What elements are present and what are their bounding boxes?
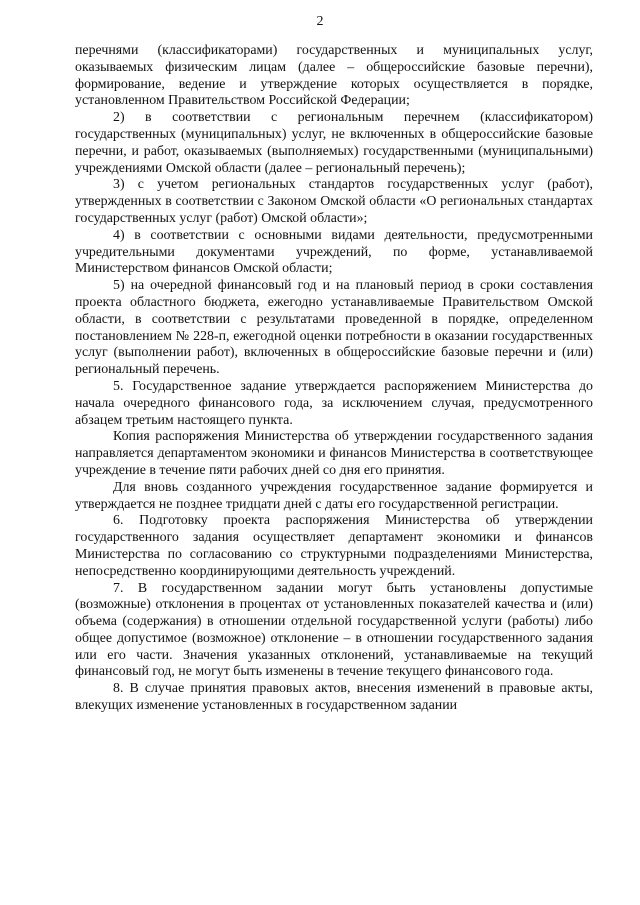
paragraph-continuation: перечнями (классификаторами) государственных и муниципальных услуг, оказываемых физическим лицам (далее – общероссийские базовые перечни), формирование, ведение и утверждение которых осуществляется в порядке, установленном Правительством Российской Федерации; [75, 43, 593, 109]
document-body [75, 43, 593, 715]
paragraph-clause-7: 7. В государственном задании могут быть установлены допустимые (возможные) отклонения в процентах от установленных показателей качества и (или) объема (содержания) в отношении отдельной государственной услуги (работы) либо общее допустимое (возможное) отклонение – в отношении государственного задания или его части. Значения указанных отклонений, устанавливаемые на текущий финансовый год, не могут быть изменены в течение текущего финансового года. [75, 580, 593, 680]
paragraph-clause-6: 6. Подготовку проекта распоряжения Министерства об утверждении государственного задания осуществляет департамент экономики и финансов Министерства по согласованию со структурными подразделениями Министерства, непосредственно координирующими деятельность учреждений. [75, 513, 593, 579]
paragraph-item-2: 2) в соответствии с региональным перечнем (классификатором) государственных (муниципальных) услуг, не включенных в общероссийские базовые перечни, и работ, оказываемых (выполняемых) государственными (муниципальными) учреждениями Омской области (далее – региональный перечень); [75, 110, 593, 176]
paragraph-item-3: 3) с учетом региональных стандартов государственных услуг (работ), утвержденных в соответствии с Законом Омской области «О региональных стандартах государственных услуг (работ) Омской области»; [75, 177, 593, 226]
paragraph-clause-5-copy: Копия распоряжения Министерства об утверждении государственного задания направляется департаментом экономики и финансов Министерства в соответствующее учреждение в течение пяти рабочих дней со дня его принятия. [75, 429, 593, 478]
paragraph-clause-5: 5. Государственное задание утверждается распоряжением Министерства до начала очередного финансового года, за исключением случая, предусмотренного абзацем третьим настоящего пункта. [75, 378, 593, 428]
paragraph-item-4: 4) в соответствии с основными видами деятельности, предусмотренными учредительными документами учреждений, по форме, устанавливаемой Министерством финансов Омской области; [75, 227, 593, 277]
paragraph-clause-8: 8. В случае принятия правовых актов, внесения изменений в правовые акты, влекущих изменение установленных в государственном задании [75, 681, 593, 714]
page-number: 2 [316, 14, 324, 29]
paragraph-clause-5-new-institution: Для вновь созданного учреждения государственное задание формируется и утверждается не позднее тридцати дней с даты его государственной регистрации. [75, 479, 593, 512]
paragraph-item-5: 5) на очередной финансовый год и на плановый период в сроки составления проекта областного бюджета, ежегодно устанавливаемые Правительством Омской области, в соответствии с результатами проведенной в порядке, определенном постановлением № 228-п, ежегодной оценки потребности в оказании государственных услуг (выполнении работ), включенных в общероссийские базовые перечни и (или) региональный перечень. [75, 278, 593, 378]
